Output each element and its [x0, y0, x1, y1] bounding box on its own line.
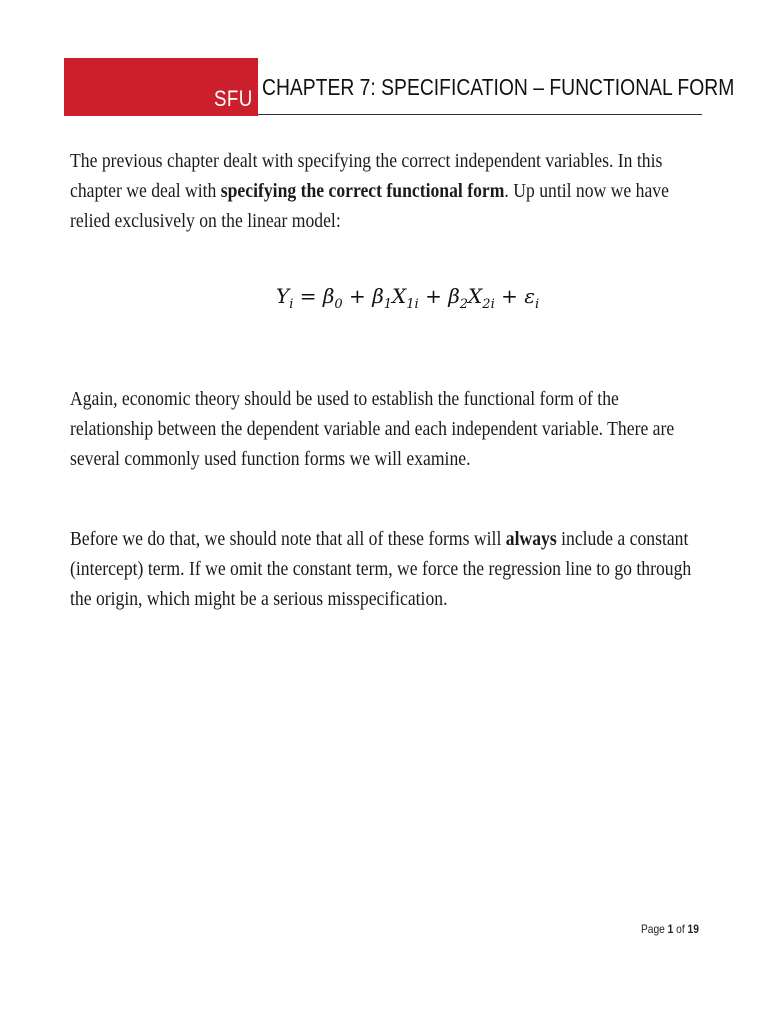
eq-symbol: ε [524, 284, 535, 308]
eq-subscript: 0 [334, 297, 343, 312]
eq-symbol: X [468, 284, 483, 308]
eq-subscript: 2 [459, 297, 469, 312]
paragraph-line: relationship between the dependent variable and each independent variable. There are [70, 418, 675, 440]
eq-operator: + [494, 284, 525, 308]
page-title: CHAPTER 7: SPECIFICATION – FUNCTIONAL FORM [262, 74, 735, 100]
paragraph-line: the origin, which might be a serious misspecification. [70, 588, 448, 610]
paragraph-intro [70, 146, 669, 236]
paragraph-line [70, 176, 669, 206]
paragraph-line: relied exclusively on the linear model: [70, 210, 341, 232]
page-number [641, 922, 699, 936]
paragraph-line: several commonly used function forms we will examine. [70, 448, 471, 470]
text-span: Before we do that, we should note that all of these forms will [70, 528, 506, 550]
header-divider [258, 114, 702, 115]
eq-symbol: β [448, 284, 460, 308]
eq-symbol: β [372, 284, 384, 308]
bold-text: always [505, 528, 557, 550]
of-label: of [673, 922, 688, 936]
current-page: 1 [667, 922, 674, 936]
eq-operator: + [418, 284, 449, 308]
eq-subscript: 2i [482, 297, 495, 312]
page-label: Page [641, 922, 668, 936]
sfu-logo: SFU [214, 86, 253, 111]
eq-subscript: 1 [383, 297, 393, 312]
eq-operator: + [342, 284, 373, 308]
paragraph-line [70, 524, 689, 554]
paragraph-constant-term [70, 524, 692, 614]
paragraph-line: (intercept) term. If we omit the constant term, we force the regression line to go through [70, 558, 692, 580]
paragraph-theory [70, 384, 675, 474]
total-pages: 19 [687, 922, 699, 936]
eq-symbol: X [392, 284, 407, 308]
bold-text: specifying the correct functional form [220, 180, 505, 202]
text-span: chapter we deal with [70, 180, 221, 202]
text-span: include a constant [556, 528, 689, 550]
eq-operator: = [293, 284, 323, 308]
eq-subscript: 1i [406, 297, 419, 312]
eq-symbol: Y [276, 284, 290, 308]
linear-model-equation [276, 284, 539, 312]
text-span: . Up until now we have [504, 180, 669, 202]
eq-symbol: β [322, 284, 335, 308]
eq-subscript: i [289, 297, 294, 312]
eq-subscript: i [534, 297, 540, 312]
paragraph-line: The previous chapter dealt with specifying the correct independent variables. In this [70, 150, 663, 172]
paragraph-line: Again, economic theory should be used to establish the functional form of the [70, 388, 619, 410]
